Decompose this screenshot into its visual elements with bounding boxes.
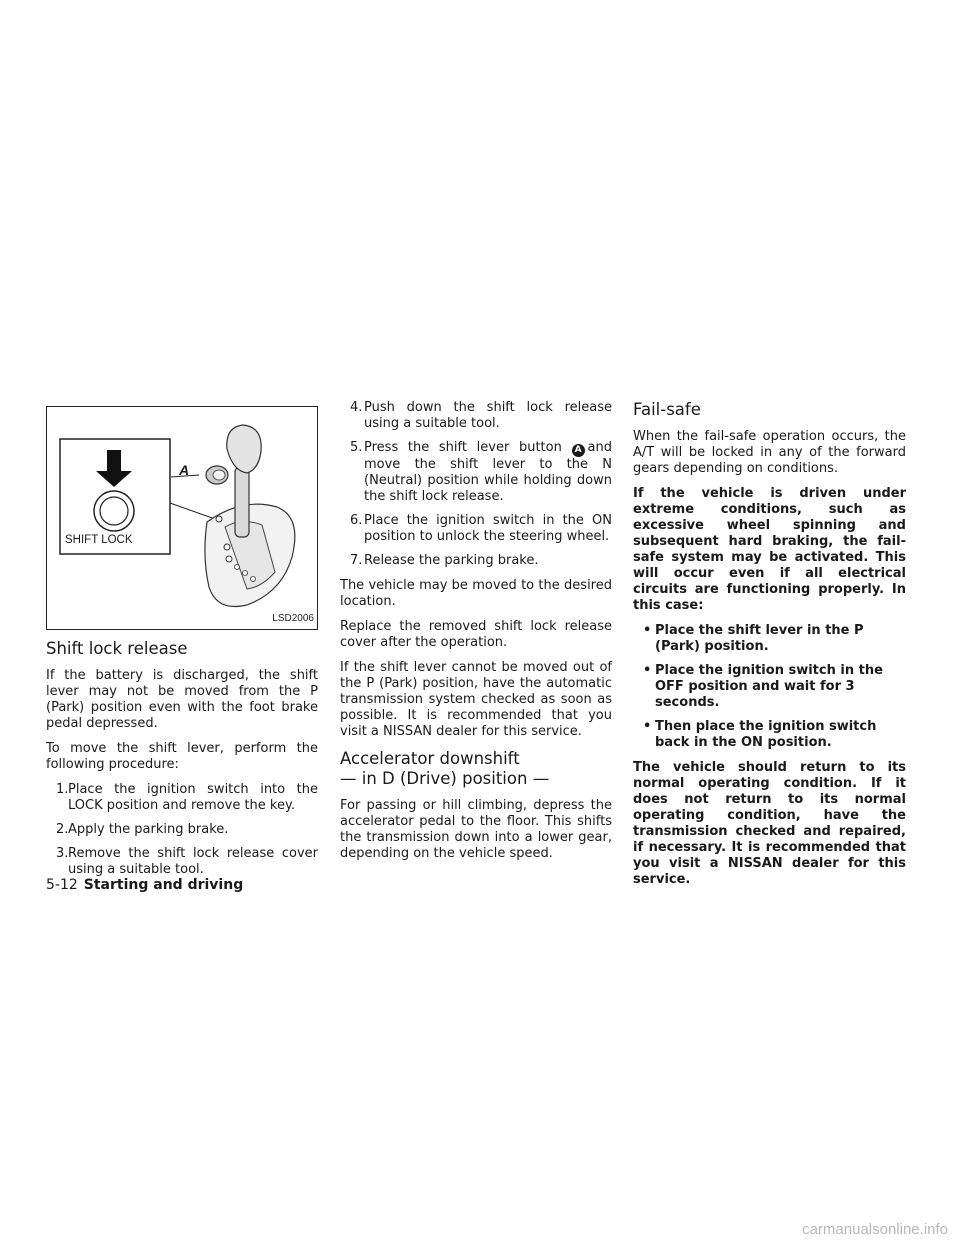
section-title: Starting and driving	[83, 877, 244, 893]
callout-a-label: A	[179, 462, 190, 478]
heading-shift-lock-release: Shift lock release	[46, 639, 188, 658]
shift-lock-figure	[46, 406, 318, 630]
procedure-list-continued	[340, 400, 612, 569]
paragraph: The vehicle may be moved to the desired location.	[340, 578, 612, 609]
watermark: carmanualsonline.info	[802, 1221, 948, 1238]
list-item: 6. Place the ignition switch in the ON position to unlock the steering wheel.	[350, 513, 612, 544]
release-button-inner	[100, 497, 128, 525]
list-item: • Place the shift lever in the P (Park) position.	[643, 623, 864, 654]
figure-code: LSD2006	[272, 613, 314, 624]
lever-shaft	[235, 467, 249, 537]
list-item: 4. Push down the shift lock release using a suitable tool.	[350, 400, 612, 431]
column-3	[633, 400, 906, 897]
list-item: 5. Press the shift lever button A and move the shift lever to the N (Neutral) position while holding down the shift lock release.	[350, 440, 613, 504]
list-item: 1. Place the ignition switch into the LOCK position and remove the key.	[56, 782, 318, 813]
paragraph: To move the shift lever, perform the following procedure:	[46, 741, 318, 772]
paragraph: Replace the removed shift lock release cover after the operation.	[340, 619, 612, 650]
inset-leader	[170, 503, 215, 519]
page-number: 5-12	[46, 877, 78, 893]
fail-safe-bullets	[633, 623, 906, 751]
column-2	[340, 400, 612, 871]
paragraph: If the shift lever cannot be moved out of the P (Park) position, have the automatic transmission system checked as soon as possible. It is recommended that you visit a NISSAN dealer for this service.	[340, 660, 612, 739]
lever-knob	[227, 425, 261, 473]
heading-fail-safe: Fail-safe	[633, 400, 701, 419]
paragraph: For passing or hill climbing, depress the accelerator pedal to the floor. This shifts the transmission down into a lower gear, depending on the vehicle speed.	[340, 798, 612, 861]
page-footer	[46, 877, 243, 893]
shift-lock-illustration	[47, 407, 317, 629]
list-item: 7. Release the parking brake.	[350, 553, 539, 568]
button-a-badge: A	[572, 444, 585, 457]
column-1	[46, 400, 318, 887]
heading-accelerator-downshift: Accelerator downshift — in D (Drive) position —	[340, 749, 550, 788]
paragraph-bold: The vehicle should return to its normal operating condition. If it does not return to its normal operating condition, have the transmission checked and repaired, if necessary. It is recommended that you visit a NISSAN dealer for this service.	[633, 760, 906, 887]
shift-lock-label: SHIFT LOCK	[65, 534, 133, 546]
paragraph: If the battery is discharged, the shift lever may not be moved from the P (Park) position even with the foot brake pedal depressed.	[46, 668, 318, 731]
paragraph: When the fail-safe operation occurs, the A/T will be locked in any of the forward gears depending on conditions.	[633, 429, 906, 476]
paragraph-bold: If the vehicle is driven under extreme conditions, such as excessive wheel spinning and subsequent hard braking, the fail-safe system may be activated. This will occur even if all electrical circuits are functioning properly. In this case:	[633, 486, 906, 613]
procedure-list	[46, 782, 318, 878]
list-item: 3. Remove the shift lock release cover using a suitable tool.	[56, 846, 318, 877]
list-item: 2. Apply the parking brake.	[56, 822, 229, 837]
list-item: • Then place the ignition switch back in the ON position.	[643, 719, 877, 750]
list-item: • Place the ignition switch in the OFF position and wait for 3 seconds.	[643, 663, 883, 710]
